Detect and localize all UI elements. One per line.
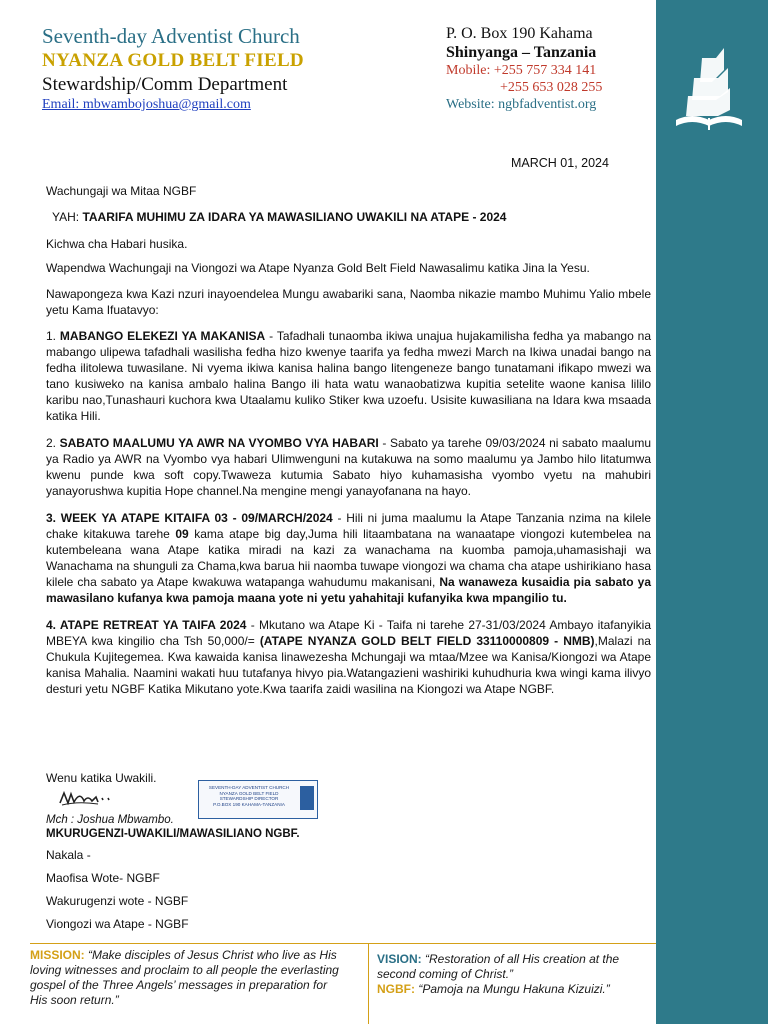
vision-statement	[377, 952, 647, 997]
item-number: 1.	[46, 329, 60, 343]
mission-label: MISSION:	[30, 948, 85, 962]
signer-block	[46, 813, 300, 841]
item-text: - Mkutano wa Atape Ki - Taifa ni tarehe 27-31/03/2024 Ambayo itafanyikia MBEYA kwa kingilio cha Tsh 50,000/=	[46, 618, 651, 648]
closing: Wenu katika Uwakili.	[46, 771, 157, 785]
cc-list	[46, 847, 189, 939]
field-name: NYANZA GOLD BELT FIELD	[42, 50, 304, 71]
ngbf-motto	[377, 982, 647, 997]
vision-text: “Restoration of all His creation at the second coming of Christ.”	[377, 952, 620, 981]
item-title: SABATO MAALUMU YA AWR NA VYOMBO VYA HABARI	[59, 436, 379, 450]
item-text: ,Malazi na Chukula Kujitegemea. Kwa kawaida kanisa linawezesha Mchungaji wa mtaa/Mzee wa Kanisa/Kiongozi wa Atape kanisa Mahalia. Naamini wakati huu tutafanya hivyo pia.Watangazieni washiriki kuhudhuria kwa wingi kama ilivyo desturi yetu NGBF Katika Mikutano yote.Kwa taarifa zaidi wasilina na Kiongozi wa Atape NGBF.	[46, 634, 651, 696]
item-bold: 09	[175, 527, 189, 541]
letterhead-left	[42, 24, 304, 114]
region: Shinyanga – Tanzania	[446, 44, 597, 61]
po-box: P. O. Box 190 Kahama	[446, 25, 593, 42]
ngbf-text: “Pamoja na Mungu Hakuna Kizuizi.”	[415, 982, 610, 996]
ngbf-label: NGBF:	[377, 982, 415, 996]
letter-date: MARCH 01, 2024	[511, 156, 609, 170]
item-text: - Hili ni juma maalumu la Atape Tanzania nzima na kilele chake kitakuwa tarehe	[46, 511, 651, 541]
mission-statement	[30, 948, 340, 1008]
sda-logo-icon	[672, 48, 746, 138]
heading-line: Kichwa cha Habari husika.	[46, 237, 188, 251]
vision-label: VISION:	[377, 952, 422, 966]
item-title: ATAPE RETREAT YA TAIFA 2024	[59, 618, 247, 632]
item-3	[46, 510, 651, 606]
subject-title: TAARIFA MUHIMU ZA IDARA YA MAWASILIANO UWAKILI NA ATAPE - 2024	[82, 210, 507, 224]
signer-title: MKURUGENZI-UWAKILI/MAWASILIANO NGBF.	[46, 828, 300, 840]
mobile-secondary: +255 653 028 255	[500, 80, 603, 95]
item-number: 3.	[46, 511, 61, 525]
item-2	[46, 435, 651, 499]
mobile-primary: Mobile: +255 757 334 141	[446, 63, 597, 78]
greeting: Wapendwa Wachungaji na Viongozi wa Atape Nyanza Gold Belt Field Nawasalimu katika Jina la Yesu.	[46, 261, 590, 275]
decorative-sidebar	[656, 0, 768, 1024]
stamp-logo-icon	[300, 786, 314, 810]
intro: Nawapongeza kwa Kazi nzuri inayoendelea Mungu awabariki sana, Naomba nikazie mambo Muhimu Yalio mbele yetu Kama Ifuatavyo:	[46, 287, 651, 317]
email-link[interactable]: Email: mbwambojoshua@gmail.com	[42, 97, 251, 112]
website-link[interactable]: Website: ngbfadventist.org	[446, 97, 597, 112]
subject-line	[52, 209, 651, 225]
item-4	[46, 617, 651, 697]
subject-prefix: YAH:	[52, 210, 83, 224]
recipient: Wachungaji wa Mitaa NGBF	[46, 184, 197, 198]
cc-label: Nakala -	[46, 848, 91, 862]
stamp-line: NYANZA GOLD BELT FIELD	[219, 790, 279, 796]
cc-item: Viongozi wa Atape - NGBF	[46, 917, 189, 931]
mission-text: “Make disciples of Jesus Christ who live as His loving witnesses and proclaim to all people the everlasting gospel of the Three Angels’ messages in preparation for His soon return.”	[30, 948, 339, 1007]
item-text: kama atape big day,Juma hili litaambatana na wanaatape viongozi kutembelea na kutembeleana wana Atape katika miradi na kazi za wanachama na kuomba pamoja,uhamasishaji wa Wanachama na shunguli za Chama,kwa barua hii naomba tuwape viongozi wa chama cha atape ushirikiano hasa kilele cha sabato ya Atape kwakuwa watapanga wahudumu makanisani,	[46, 527, 651, 589]
item-bold: Na wanaweza kusaidia pia sabato ya mawasilano kufanya kwa pamoja maana yote ni yetu yahahitaji kufanyika kwa mpangilio tu.	[46, 575, 652, 605]
signer-name: Mch : Joshua Mbwambo.	[46, 814, 174, 826]
stamp-line: P.O.BOX 190 KAHAMA-TANZANIA	[213, 801, 285, 807]
letterhead-right	[446, 24, 602, 113]
department-name: Stewardship/Comm Department	[42, 74, 288, 95]
footer-divider	[30, 943, 656, 944]
stamp-line: SEVENTH-DAY ADVENTIST CHURCH	[208, 785, 290, 790]
letter-body	[46, 183, 651, 705]
item-1	[46, 328, 651, 424]
item-text: - Tafadhali tunaomba ikiwa unajua hujakamilisha fedha ya mabango na mabango ulipewa tafadhali wasilisha fedha hizo kwenye taarifa ya fedha mwezi March na Ikiwa unadai bango na fedha ilitolewa tuwasilane. Ni vyema ikiwa kanisa halina bango litengeneze bango tunatamani ifikapo mwezi wa tano kusiweko na kanisa ambalo halina Bango ili hata watu wanaobatizwa kupitia setelite waone kanisa lililo karibu nao,Tunashauri kuchora kwa Utaalamu kuliko Stiker kwa uzoefu. Usisite kuwasiliana na Idara kwa msaada katika Hili.	[46, 329, 651, 423]
org-name: Seventh-day Adventist Church	[42, 24, 300, 48]
stamp-line: STEWARDSHIP DIRECTOR	[219, 796, 279, 802]
item-text: - Sabato ya tarehe 09/03/2024 ni sabato maalumu ya Radio ya AWR na Vyombo vya habari Ulimwenguni na kutakuwa na somo maalumu ya Jambo hilo litatumwa kwenu punde kwa soft copy.Twaweza kutumia Sabato hiyo kuhamasisha vyombo vyetu na mahubiri yanayorushwa kupitia Hope channel.Na mengine mengi yanayofanana na hayo.	[46, 436, 652, 498]
vision-line	[377, 952, 647, 982]
cc-item: Wakurugenzi wote - NGBF	[46, 894, 189, 908]
signature-icon	[58, 789, 116, 809]
footer-column-divider	[368, 943, 369, 1024]
item-bold: (ATAPE NYANZA GOLD BELT FIELD 33110000809 - NMB)	[259, 634, 595, 648]
cc-item: Maofisa Wote- NGBF	[46, 871, 160, 885]
item-title: WEEK YA ATAPE KITAIFA 03 - 09/MARCH/2024	[60, 511, 333, 525]
item-number: 4.	[46, 618, 60, 632]
item-title: MABANGO ELEKEZI YA MAKANISA	[59, 329, 266, 343]
item-number: 2.	[46, 436, 60, 450]
